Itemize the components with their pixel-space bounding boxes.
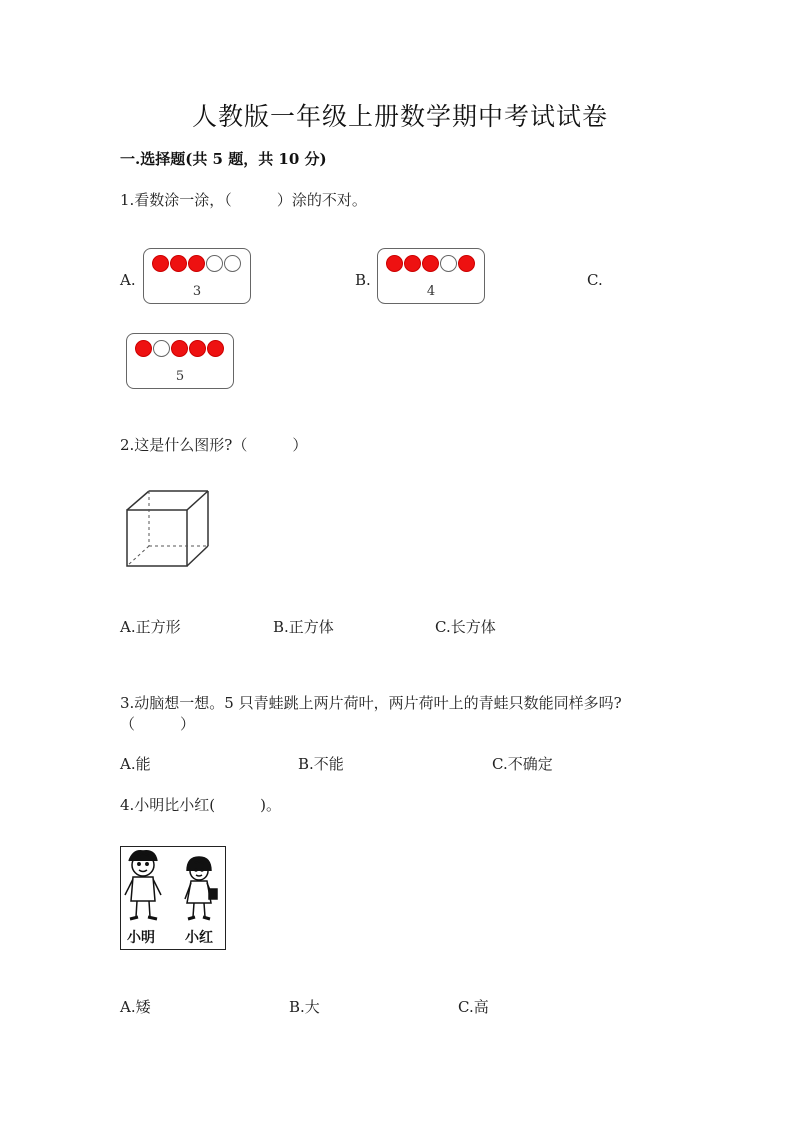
filled-circle	[152, 255, 169, 272]
section-heading: 一.选择题(共 5 题，共 10 分)	[120, 150, 327, 168]
q1-option-a-label: A.	[120, 271, 136, 289]
q2-option-b[interactable]: B.正方体	[273, 618, 334, 636]
filled-circle	[170, 255, 187, 272]
empty-circle	[440, 255, 457, 272]
page-title: 人教版一年级上册数学期中考试试卷	[191, 102, 608, 131]
q1-option-c-label: C.	[587, 271, 603, 289]
q1-option-a-box[interactable]	[143, 248, 251, 304]
filled-circle	[458, 255, 475, 272]
box-number: 3	[192, 284, 202, 299]
filled-circle	[188, 255, 205, 272]
q1-option-b-label: B.	[355, 271, 371, 289]
question-3-paren: （ ）	[120, 715, 196, 733]
filled-circle	[404, 255, 421, 272]
question-2: 2.这是什么图形?（ ）	[120, 436, 308, 454]
cube-figure	[124, 488, 212, 570]
q3-option-c[interactable]: C.不确定	[492, 755, 553, 773]
empty-circle	[206, 255, 223, 272]
question-3: 3.动脑想一想。5 只青蛙跳上两片荷叶，两片荷叶上的青蛙只数能同样多吗?	[120, 694, 622, 712]
label-xiaoming: 小明	[127, 930, 155, 946]
empty-circle	[153, 340, 170, 357]
box-number: 4	[426, 284, 436, 299]
filled-circle	[135, 340, 152, 357]
q1-option-c-box[interactable]	[126, 333, 234, 389]
filled-circle	[171, 340, 188, 357]
dot-row	[152, 255, 241, 272]
q2-option-a[interactable]: A.正方形	[120, 618, 181, 636]
label-xiaohong: 小红	[185, 930, 213, 946]
q1-option-b-box[interactable]	[377, 248, 485, 304]
filled-circle	[422, 255, 439, 272]
children-picture	[120, 846, 226, 950]
box-number: 5	[175, 369, 185, 384]
filled-circle	[189, 340, 206, 357]
children-drawing	[121, 847, 225, 927]
dot-row	[135, 340, 224, 357]
dot-row	[386, 255, 475, 272]
q4-option-c[interactable]: C.高	[458, 998, 489, 1016]
q3-option-b[interactable]: B.不能	[298, 755, 344, 773]
empty-circle	[224, 255, 241, 272]
question-4: 4.小明比小红( )。	[120, 796, 282, 814]
filled-circle	[207, 340, 224, 357]
question-1: 1.看数涂一涂，（ ）涂的不对。	[120, 191, 367, 209]
filled-circle	[386, 255, 403, 272]
q2-option-c[interactable]: C.长方体	[435, 618, 496, 636]
q4-option-b[interactable]: B.大	[289, 998, 320, 1016]
q4-option-a[interactable]: A.矮	[120, 998, 151, 1016]
q3-option-a[interactable]: A.能	[120, 755, 151, 773]
